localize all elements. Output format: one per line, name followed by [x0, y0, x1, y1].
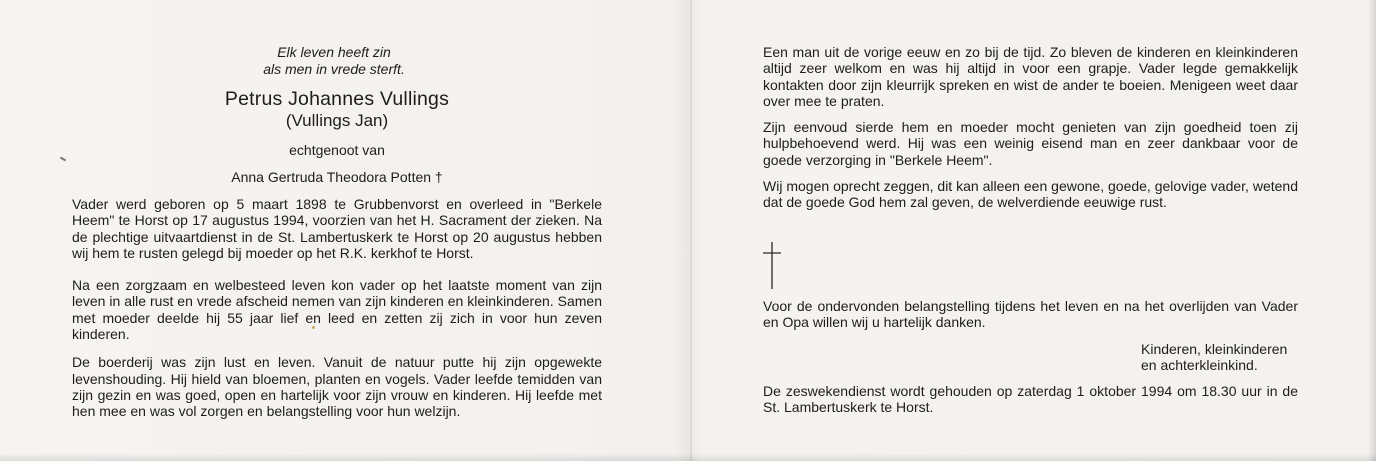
card-edge-shadow — [1368, 0, 1376, 461]
life-paragraph: De boerderij was zijn lust en leven. Vanuit de natuur putte hij zijn opgewekte levenshouding. Hij hield van bloemen, planten en vogels. Vader leefde temidden van zijn gezin en was goed, open en hartelijk voor zijn vrouw en kinderen. Hij leefde met hen mee en was vol zorgen en belangstelling voor hun welzijn. — [72, 354, 602, 420]
care-paragraph: Zijn eenvoud sierde hem en moeder mocht genieten van zijn goedheid toen zij hulpbehoevend werd. Hij was een weinig eisend man en zeer dankbaar voor de goede verzorging in "Berkele Heem". — [763, 119, 1298, 168]
deceased-alias: (Vullings Jan) — [285, 111, 389, 130]
motto-line-1: Elk leven heeft zin — [277, 44, 391, 60]
signoff — [1141, 341, 1298, 374]
spouse-of-label: echtgenoot van — [289, 142, 385, 158]
signoff-line-2: en achterkleinkind. — [1141, 356, 1258, 373]
motto — [66, 44, 602, 78]
signoff-line-1: Kinderen, kleinkinderen — [1141, 340, 1288, 357]
farewell-paragraph: Na een zorgzaam en welbesteed leven kon vader op het laatste moment van zijn leven in alle rust en vrede afscheid nemen van zijn kinderen en kleinkinderen. Samen met moeder deelde hij 55 jaar lief en leed en zetten zij zich in voor hun zeven kinderen. — [72, 277, 602, 343]
card-edge-shadow-bottom — [0, 453, 1376, 461]
service-paragraph: De zeswekendienst wordt gehouden op zaterdag 1 oktober 1994 om 18.30 uur in de St. Lambertuskerk te Horst. — [763, 383, 1298, 416]
character-paragraph: Een man uit de vorige eeuw en zo bij de tijd. Zo bleven de kinderen en kleinkinderen altijd zeer welkom en was hij altijd in voor een grapje. Vader legde gemakkelijk kontakten door zijn kleurrijk spreken en wist de ander te boeien. Menigeen weet daar over mee te praten. — [763, 44, 1298, 109]
faith-paragraph: Wij mogen oprecht zeggen, dit kan alleen een gewone, goede, gelovige vader, wetend dat de goede God hem zal geven, de welverdiende eeuwige rust. — [763, 178, 1298, 211]
biography-paragraph: Vader werd geboren op 5 maart 1898 te Grubbenvorst en overleed in "Berkele Heem" te Horst op 17 augustus 1994, voorzien van het H. Sacrament der zieken. Na de plechtige uitvaartdienst in de St. Lambertuskerk te Horst op 20 augustus hebben wij hem te rusten gelegd bij moeder op het R.K. kerkhof te Horst. — [72, 196, 602, 261]
paper-speck — [60, 157, 66, 162]
cross-icon — [762, 240, 782, 290]
left-panel — [72, 44, 602, 420]
card-fold — [690, 0, 692, 461]
spouse-name: Anna Gertruda Theodora Potten † — [231, 169, 443, 185]
motto-line-2: als men in vrede sterft. — [263, 61, 405, 77]
thanks-section — [763, 298, 1298, 416]
thanks-paragraph: Voor de ondervonden belangstelling tijdens het leven en na het overlijden van Vader en Opa willen wij u hartelijk danken. — [763, 298, 1298, 331]
deceased-name: Petrus Johannes Vullings — [224, 88, 450, 110]
right-panel — [763, 44, 1298, 211]
